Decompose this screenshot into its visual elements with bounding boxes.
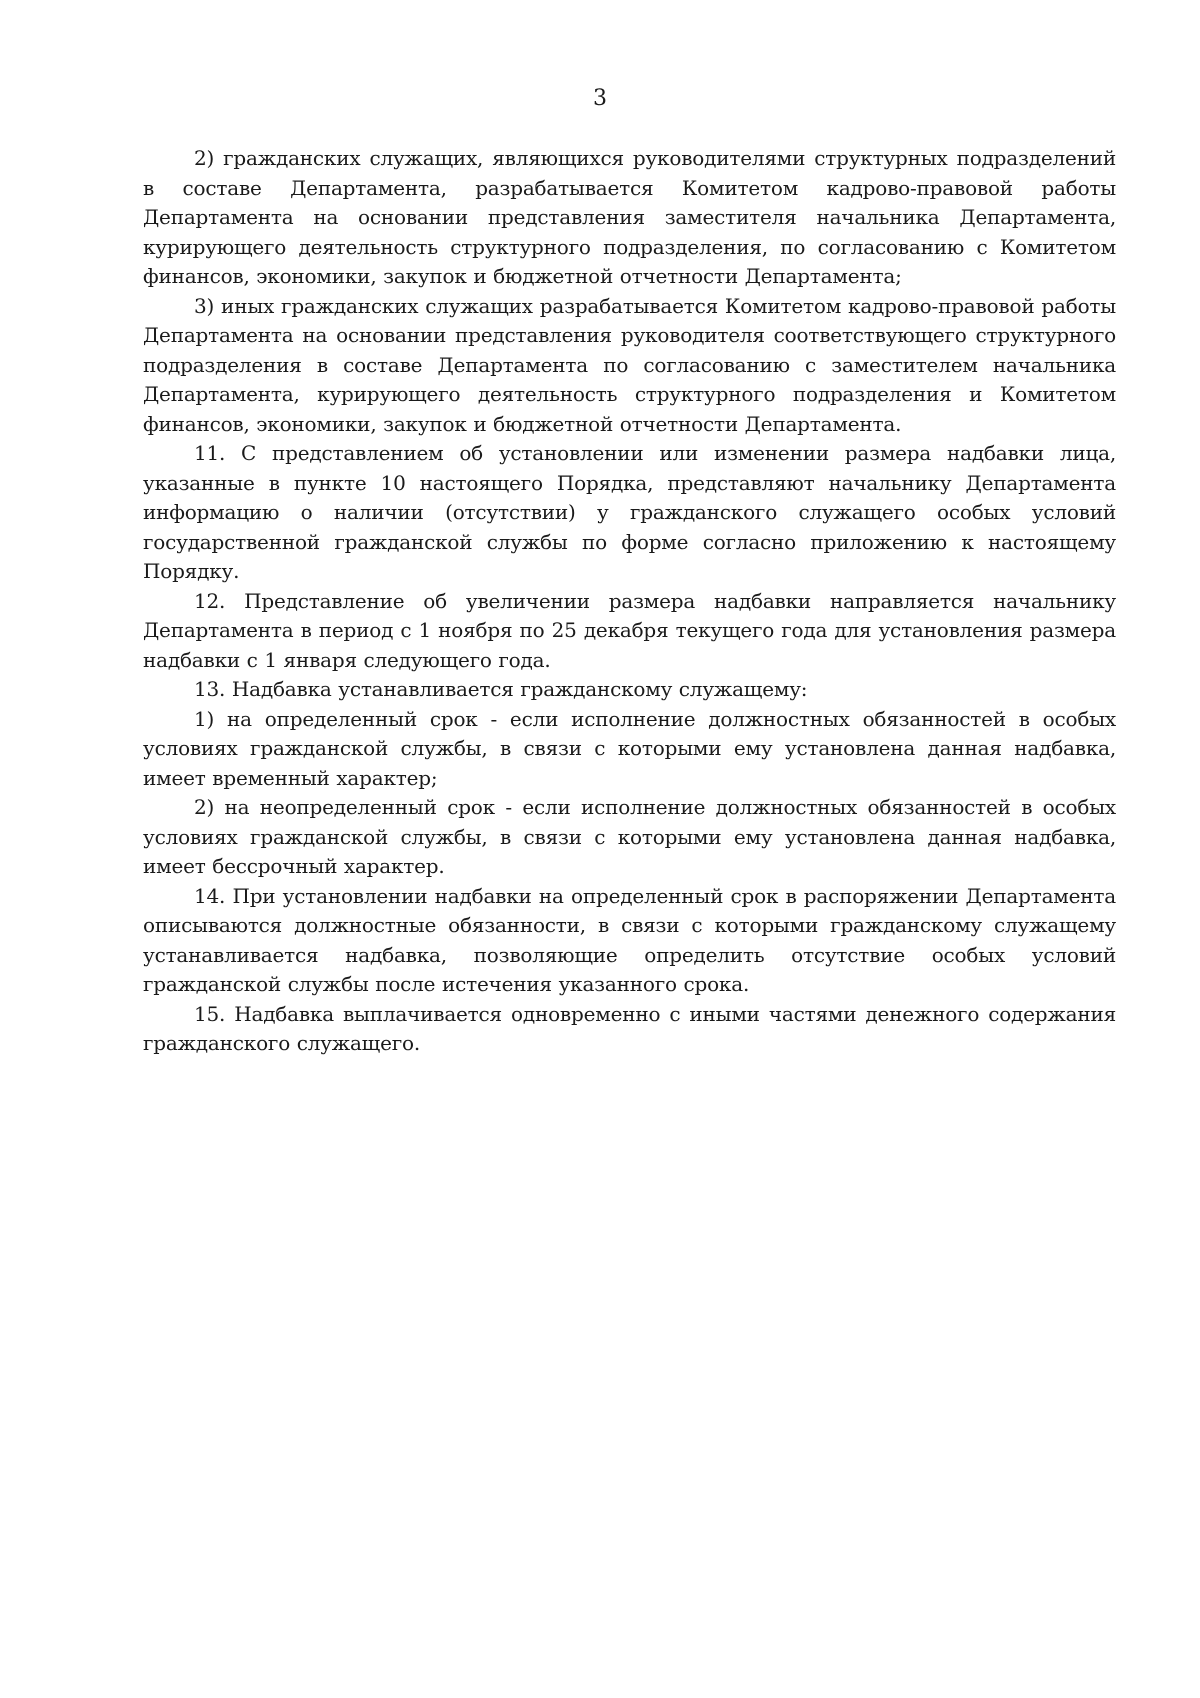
paragraph-11: 11. С представлением об установлении или изменении размера надбавки лица, указанные в пункте 10 настоящего Порядка, представляют начальнику Департамента информацию о наличии (отсутствии) у гражданского служащего особых условий государственной гражданской службы по форме согласно приложению к настоящему Порядку. [143,441,1116,583]
paragraph-item-2: 2) гражданских служащих, являющихся руководителями структурных подразделений в составе Департамента, разрабатывается Комитетом кадрово-правовой работы Департамента на основании представления заместителя начальника Департамента, курирующего деятельность структурного подразделения, по согласованию с Комитетом финансов, экономики, закупок и бюджетной отчетности Департамента; [143,146,1116,288]
document-body [143,144,1116,1059]
paragraph-item-3: 3) иных гражданских служащих разрабатывается Комитетом кадрово-правовой работы Департамента на основании представления руководителя соответствующего структурного подразделения в составе Департамента по согласованию с заместителем начальника Департамента, курирующего деятельность структурного подразделения и Комитетом финансов, экономики, закупок и бюджетной отчетности Департамента. [143,293,1116,436]
paragraph-15: 15. Надбавка выплачивается одновременно с иными частями денежного содержания гражданского служащего. [143,1001,1116,1055]
paragraph-14: 14. При установлении надбавки на определенный срок в распоряжении Департамента описываются должностные обязанности, в связи с которыми гражданскому служащему устанавливается надбавка, позволяющие определить отсутствие особых условий гражданской службы после истечения указанного срока. [143,883,1116,996]
paragraph-13-item-1: 1) на определенный срок - если исполнение должностных обязанностей в особых условиях гражданской службы, в связи с которыми ему установлена данная надбавка, имеет временный характер; [143,706,1116,790]
paragraph-13: 13. Надбавка устанавливается гражданскому служащему: [194,677,808,701]
paragraph-13-item-2: 2) на неопределенный срок - если исполнение должностных обязанностей в особых условиях гражданской службы, в связи с которыми ему установлена данная надбавка, имеет бессрочный характер. [143,795,1116,878]
page-number: 3 [593,86,607,111]
paragraph-12: 12. Представление об увеличении размера надбавки направляется начальнику Департамента в период с 1 ноября по 25 декабря текущего года для установления размера надбавки с 1 января следующего года. [143,588,1116,672]
